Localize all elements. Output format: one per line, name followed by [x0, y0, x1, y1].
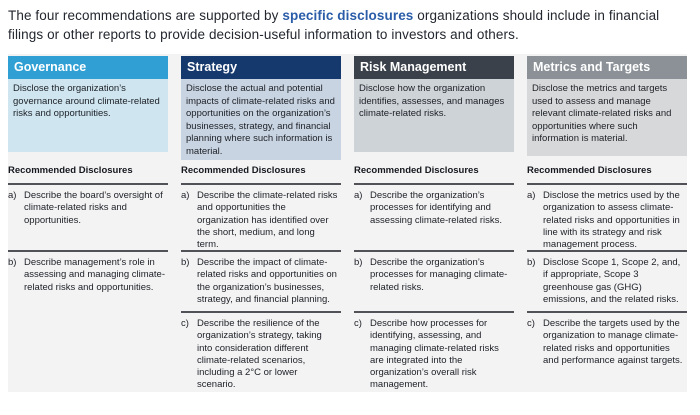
- disclosure-item-strategy-c: [181, 313, 341, 392]
- column-header-governance: Governance: [8, 56, 168, 79]
- item-text: Disclose Scope 1, Scope 2, and, if appropriate, Scope 3 greenhouse gas (GHG) emissions, and the related risks.: [543, 257, 681, 305]
- item-text: Describe the resilience of the organization’s strategy, taking into consideration different climate-related scenarios, including a 2°C or lower scenario.: [197, 318, 322, 391]
- item-text: Describe the organization’s processes for identifying and assessing climate-related risks.: [370, 190, 502, 226]
- column-description-governance: Disclose the organization’s governance around climate-related risks and opportunities.: [8, 79, 168, 152]
- item-text: Describe how processes for identifying, assessing, and managing climate-related risks are integrated into the organization’s overall risk management.: [370, 318, 499, 391]
- intro-highlight: specific disclosures: [282, 8, 414, 23]
- item-label: b): [527, 257, 536, 268]
- item-text: Describe the board’s oversight of climate-related risks and opportunities.: [24, 190, 163, 226]
- recommended-disclosures-label: Recommended Disclosures: [354, 165, 514, 185]
- column-description-metrics-targets: Disclose the metrics and targets used to assess and manage relevant climate-related risks and opportunities where such information is material.: [527, 79, 687, 156]
- item-text: Describe management’s role in assessing and managing climate-related risks and opportunities.: [24, 257, 165, 293]
- column-governance: [8, 56, 168, 392]
- disclosure-item-metrics-a: [527, 185, 687, 252]
- column-header-risk-management: Risk Management: [354, 56, 514, 79]
- column-metrics-targets: [527, 56, 687, 392]
- disclosure-item-governance-b: [8, 252, 168, 313]
- description-box-wrap: [181, 79, 341, 165]
- empty-cell: [8, 313, 168, 392]
- intro-text-post: organizations should include in financial filings or other reports to provide decision-useful information to investors and others.: [8, 8, 660, 42]
- item-text: Describe the climate-related risks and opportunities the organization has identified over the short, medium, and long term.: [197, 190, 338, 251]
- item-text: Describe the impact of climate-related risks and opportunities on the organization’s businesses, strategy, and financial planning.: [197, 257, 337, 305]
- item-label: b): [354, 257, 363, 268]
- disclosure-item-risk-b: [354, 252, 514, 313]
- item-label: b): [181, 257, 190, 268]
- column-header-strategy: Strategy: [181, 56, 341, 79]
- recommended-disclosures-label: Recommended Disclosures: [181, 165, 341, 185]
- recommended-disclosures-label: Recommended Disclosures: [8, 165, 168, 185]
- disclosure-item-governance-a: [8, 185, 168, 252]
- column-risk-management: [354, 56, 514, 392]
- disclosure-item-strategy-b: [181, 252, 341, 313]
- item-label: c): [527, 318, 535, 329]
- disclosure-item-strategy-a: [181, 185, 341, 252]
- disclosure-item-metrics-b: [527, 252, 687, 313]
- item-text: Disclose the metrics used by the organization to assess climate-related risks and opportunities in line with its strategy and risk management process.: [543, 190, 680, 251]
- item-label: a): [181, 190, 190, 201]
- item-text: Describe the targets used by the organization to manage climate-related risks and opportunities and performance against targets.: [543, 318, 683, 366]
- description-box-wrap: [8, 79, 168, 165]
- item-label: c): [354, 318, 362, 329]
- item-label: a): [527, 190, 536, 201]
- recommended-disclosures-label: Recommended Disclosures: [527, 165, 687, 185]
- disclosure-item-metrics-c: [527, 313, 687, 392]
- item-label: c): [181, 318, 189, 329]
- intro-text-pre: The four recommendations are supported by: [8, 8, 283, 23]
- item-label: a): [354, 190, 363, 201]
- column-description-risk-management: Disclose how the organization identifies, assesses, and manages climate-related risks.: [354, 79, 514, 152]
- description-box-wrap: [354, 79, 514, 165]
- item-label: b): [8, 257, 17, 268]
- description-box-wrap: [527, 79, 687, 165]
- column-header-metrics-targets: Metrics and Targets: [527, 56, 687, 79]
- intro-paragraph: [0, 0, 700, 44]
- disclosure-item-risk-a: [354, 185, 514, 252]
- column-description-strategy: Disclose the actual and potential impacts of climate-related risks and opportunities on the organization’s businesses, strategy, and financial planning where such information is material.: [181, 79, 341, 160]
- recommendations-table: [8, 54, 687, 392]
- item-text: Describe the organization’s processes for managing climate-related risks.: [370, 257, 508, 293]
- disclosure-item-risk-c: [354, 313, 514, 392]
- column-strategy: [181, 56, 341, 392]
- item-label: a): [8, 190, 17, 201]
